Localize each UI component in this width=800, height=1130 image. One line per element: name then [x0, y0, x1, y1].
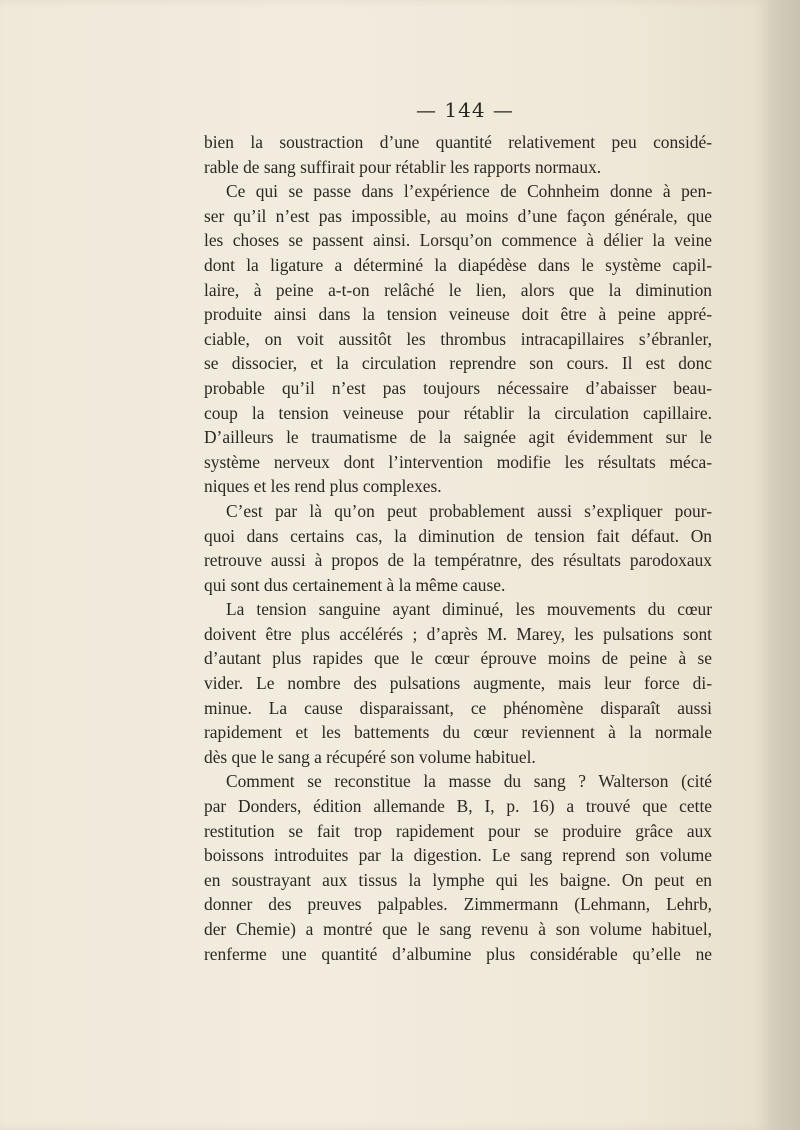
text-line: se dissocier, et la circulation reprendre son cours. Il est donc — [204, 353, 712, 374]
text-line: donner des preuves palpables. Zimmermann (Lehmann, Lehrb, — [204, 894, 712, 915]
text-line: ser qu’il n’est pas impossible, au moins d’une façon générale, que — [204, 205, 712, 226]
text-line: rable de sang suffirait pour rétablir les rapports normaux. — [204, 156, 602, 177]
text-line: restitution se fait trop rapidement pour se produire grâce aux — [204, 820, 712, 841]
text-line: les choses se passent ainsi. Lorsqu’on commence à délier la veine — [204, 230, 712, 251]
text-line: dès que le sang a récupéré son volume habituel. — [204, 746, 536, 767]
text-line: produite ainsi dans la tension veineuse doit être à peine appré- — [204, 304, 712, 325]
text-line: C’est par là qu’on peut probablement aussi s’expliquer pour- — [226, 500, 712, 521]
text-line: quoi dans certains cas, la diminution de tension fait défaut. On — [204, 525, 712, 546]
text-line: laire, à peine a-t-on relâché le lien, alors que la diminution — [204, 279, 712, 300]
text-line: coup la tension veineuse pour rétablir la circulation capillaire. — [204, 402, 712, 423]
text-line: système nerveux dont l’intervention modifie les résultats méca- — [204, 451, 712, 472]
text-line: renferme une quantité d’albumine plus considérable qu’elle ne — [204, 943, 712, 964]
text-line: rapidement et les battements du cœur reviennent à la normale — [204, 722, 712, 743]
text-line: d’autant plus rapides que le cœur éprouve moins de peine à se — [204, 648, 712, 669]
body-text — [204, 130, 712, 966]
text-line: doivent être plus accélérés ; d’après M. Marey, les pulsations sont — [204, 623, 712, 644]
text-line: probable qu’il n’est pas toujours nécessaire d’abaisser beau- — [204, 377, 712, 398]
page-number: — 144 — — [416, 98, 514, 122]
text-line: La tension sanguine ayant diminué, les mouvements du cœur — [226, 599, 712, 620]
text-line: der Chemie) a montré que le sang revenu à son volume habituel, — [204, 919, 712, 939]
text-line: Comment se reconstitue la masse du sang ? Walterson (cité — [226, 771, 712, 792]
text-line: dont la ligature a déterminé la diapédèse dans le système capil- — [204, 254, 712, 275]
text-line: bien la soustraction d’une quantité relativement peu considé- — [204, 132, 712, 152]
text-line: D’ailleurs le traumatisme de la saignée agit évidemment sur le — [204, 427, 712, 448]
text-line: en soustrayant aux tissus la lymphe qui les baigne. On peut en — [204, 869, 712, 890]
text-line: ciable, on voit aussitôt les thrombus intracapillaires s’ébranler, — [204, 328, 712, 349]
text-line: par Donders, édition allemande B, I, p. 16) a trouvé que cette — [204, 796, 712, 817]
text-line: niques et les rend plus complexes. — [204, 476, 442, 497]
text-line: minue. La cause disparaissant, ce phénomène disparaît aussi — [204, 697, 712, 718]
text-line: boissons introduites par la digestion. Le sang reprend son volume — [204, 845, 712, 866]
page-edge — [768, 0, 800, 1130]
text-line: Ce qui se passe dans l’expérience de Cohnheim donne à pen- — [226, 181, 712, 202]
text-line: qui sont dus certainement à la même cause. — [204, 574, 506, 595]
text-line: vider. Le nombre des pulsations augmente, mais leur force di- — [204, 673, 712, 694]
text-line: retrouve aussi à propos de la températnre, des résultats parodoxaux — [204, 550, 712, 571]
